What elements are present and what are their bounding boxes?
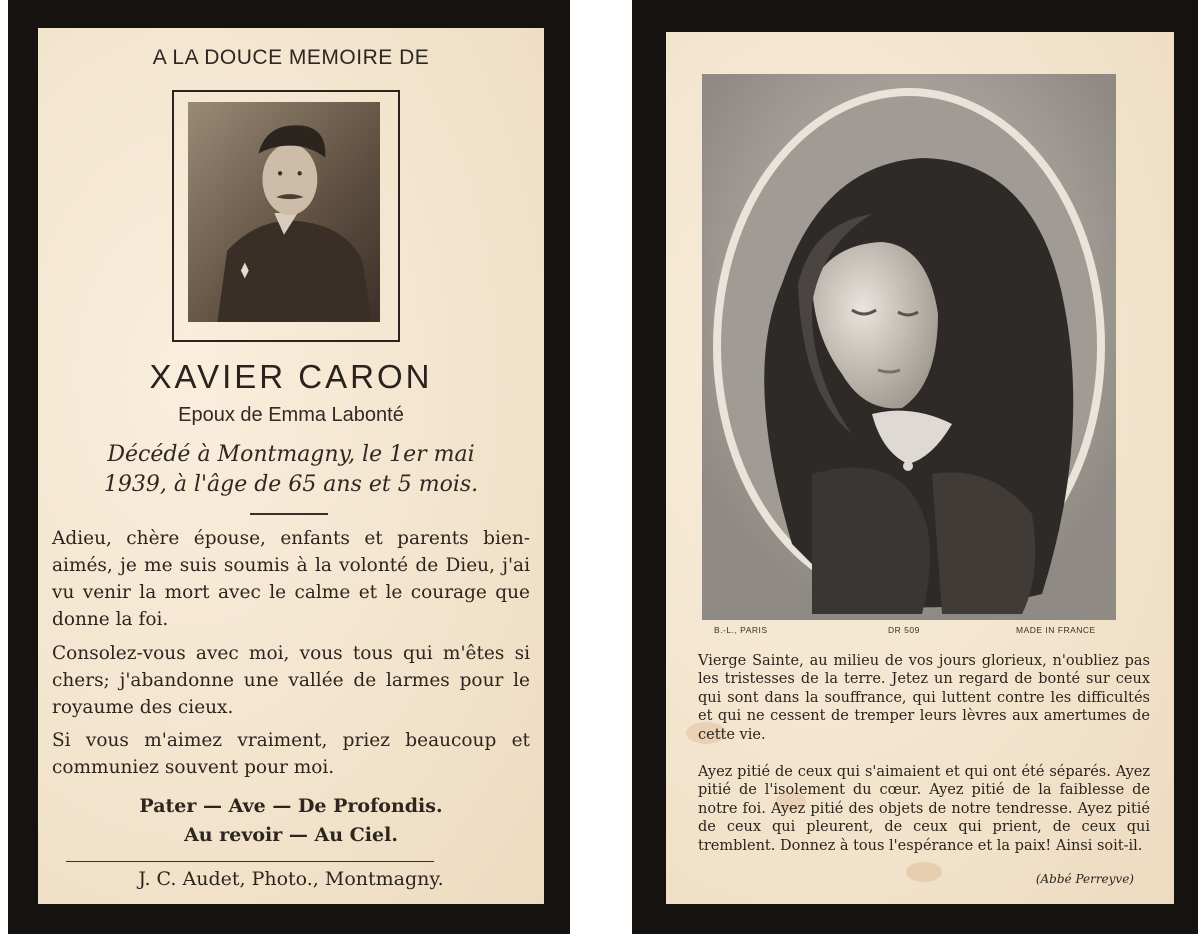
deceased-name: XAVIER CARON <box>149 358 433 395</box>
photographer-credit: J. C. Audet, Photo., Montmagny. <box>138 868 444 890</box>
prayer-paragraph-2: Ayez pitié de ceux qui s'aimaient et qui ont été séparés. Ayez pitié de l'isolement du cœur. Ayez pitié de la faiblesse de notre foi. Ayez pitié des objets de notre tendresse. Ayez pitié de ceux qui pleurent, de ceux qui prient, de ceux qui tremblent. Donnez à tous l'espérance et la paix! Ainsi soit-il. <box>698 764 1150 854</box>
madonna-image <box>702 74 1116 620</box>
footer-rule <box>66 861 434 862</box>
card-front-paper <box>38 28 544 904</box>
prayer-block <box>38 792 544 850</box>
portrait-frame <box>172 90 400 342</box>
separator-rule <box>250 513 328 515</box>
death-line-2: 1939, à l'âge de 65 ans et 5 mois. <box>103 472 479 497</box>
spouse-line: Epoux de Emma Labonté <box>178 404 404 426</box>
consolation-paragraph: Consolez-vous avec moi, vous tous qui m'êtes si chers; j'abandonne une vallée de larmes pour le royaume des cieux. <box>52 643 530 718</box>
death-details <box>38 440 544 500</box>
prayer-line-2: Au revoir — Au Ciel. <box>184 824 398 846</box>
prayer-paragraph-1: Vierge Sainte, au milieu de vos jours glorieux, n'oubliez pas les tristesses de la terre. Jetez un regard de bonté sur ceux qui sont dans la souffrance, qui luttent contre les difficultés et qui ne cessent de tremper leurs lèvres aux amertumes de cette vie. <box>698 653 1150 743</box>
caption-publisher: B.-L., PARIS <box>714 625 768 635</box>
portrait-photo <box>188 102 380 322</box>
memorial-card-back <box>632 0 1198 934</box>
paper-stain <box>906 862 942 882</box>
memorial-heading: A LA DOUCE MEMOIRE DE <box>152 46 430 69</box>
prayer-author: (Abbé Perreyve) <box>1035 872 1134 886</box>
caption-origin: MADE IN FRANCE <box>1016 625 1096 635</box>
farewell-paragraph: Adieu, chère épouse, enfants et parents bien-aimés, je me suis soumis à la volonté de Dieu, j'ai vu venir la mort avec le calme et le courage que donne la foi. <box>52 528 530 630</box>
death-line-1: Décédé à Montmagny, le 1er mai <box>107 442 475 467</box>
memorial-card-front <box>8 0 570 934</box>
prayer-line-1: Pater — Ave — De Profondis. <box>139 795 443 817</box>
card-back-paper <box>666 32 1174 904</box>
request-paragraph: Si vous m'aimez vraiment, priez beaucoup et communiez souvent pour moi. <box>52 730 530 778</box>
caption-reference: DR 509 <box>888 625 920 635</box>
